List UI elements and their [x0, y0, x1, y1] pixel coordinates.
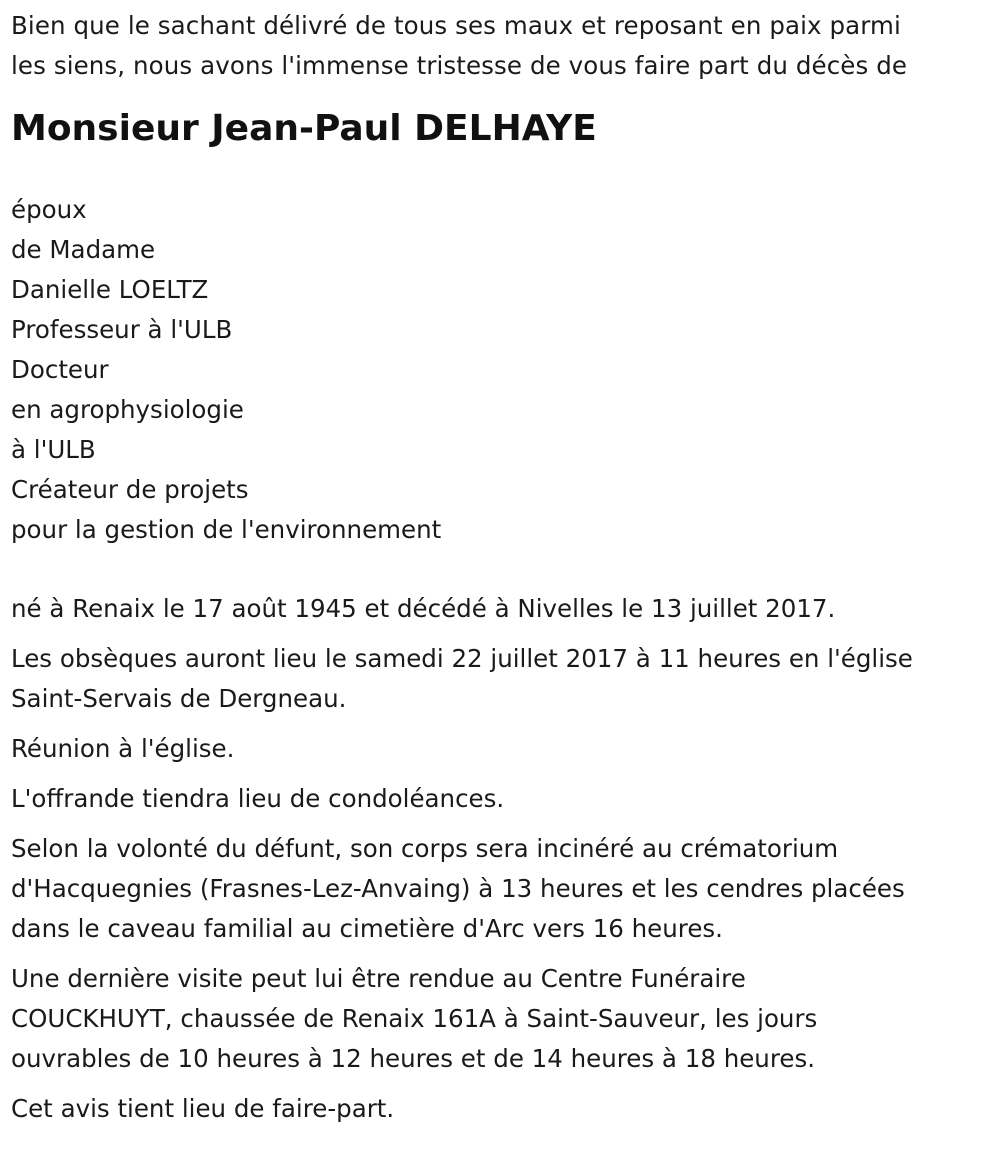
- meeting-paragraph: Réunion à l'église.: [11, 734, 235, 763]
- visit-line: ouvrables de 10 heures à 12 heures et de 14 heures à 18 heures.: [11, 1044, 815, 1073]
- offering-paragraph: L'offrande tiendra lieu de condoléances.: [11, 784, 505, 813]
- funeral-line: Les obsèques auront lieu le samedi 22 juillet 2017 à 11 heures en l'église: [11, 644, 913, 673]
- cremation-paragraph: [11, 829, 980, 949]
- title-line: Docteur: [11, 355, 109, 384]
- title-line: époux: [11, 195, 87, 224]
- title-line: Créateur de projets: [11, 475, 249, 504]
- title-line: en agrophysiologie: [11, 395, 244, 424]
- title-line: de Madame: [11, 235, 156, 264]
- closing-paragraph: Cet avis tient lieu de faire-part.: [11, 1094, 395, 1123]
- visit-paragraph: [11, 959, 980, 1079]
- funeral-paragraph: [11, 639, 980, 719]
- deceased-name: Monsieur Jean-Paul DELHAYE: [11, 108, 597, 149]
- visit-line: Une dernière visite peut lui être rendue au Centre Funéraire: [11, 964, 746, 993]
- birth-death-paragraph: né à Renaix le 17 août 1945 et décédé à Nivelles le 13 juillet 2017.: [11, 594, 836, 623]
- visit-line: COUCKHUYT, chaussée de Renaix 161A à Saint-Sauveur, les jours: [11, 1004, 818, 1033]
- cremation-line: d'Hacquegnies (Frasnes-Lez-Anvaing) à 13 heures et les cendres placées: [11, 874, 905, 903]
- title-line: Professeur à l'ULB: [11, 315, 233, 344]
- intro-paragraph: [11, 0, 980, 86]
- titles-list: [11, 154, 980, 550]
- intro-line: les siens, nous avons l'immense tristesse de vous faire part du décès de: [11, 51, 908, 80]
- title-line: à l'ULB: [11, 435, 96, 464]
- funeral-line: Saint-Servais de Dergneau.: [11, 684, 347, 713]
- title-line: pour la gestion de l'environnement: [11, 515, 442, 544]
- title-line: Danielle LOELTZ: [11, 275, 209, 304]
- cremation-line: dans le caveau familial au cimetière d'Arc vers 16 heures.: [11, 914, 723, 943]
- cremation-line: Selon la volonté du défunt, son corps sera incinéré au crématorium: [11, 834, 839, 863]
- intro-line: Bien que le sachant délivré de tous ses maux et reposant en paix parmi: [11, 11, 901, 40]
